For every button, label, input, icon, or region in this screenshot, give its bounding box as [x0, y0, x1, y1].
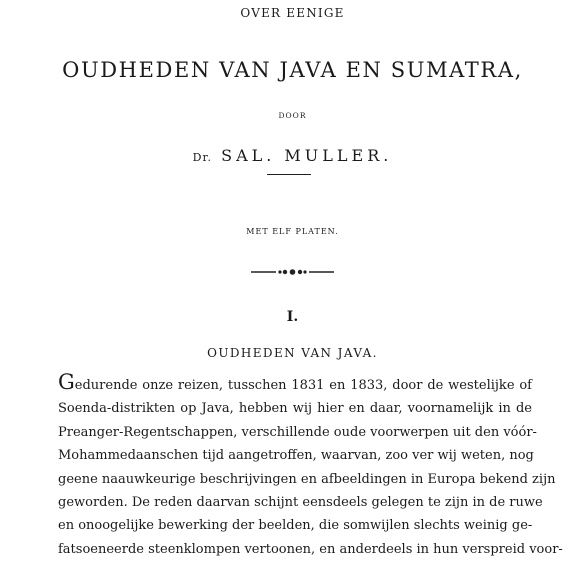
ornament-divider	[0, 266, 585, 278]
body-line: Preanger-Regentschappen, verschillende oude voorwerpen uit den vóór-	[58, 424, 537, 440]
page-title: OUDHEDEN VAN JAVA EN SUMATRA,	[62, 58, 523, 82]
by-line: DOOR	[278, 111, 307, 120]
body-line: Mohammedaanschen tijd aangetroffen, waarvan, zoo ver wij weten, nog	[58, 448, 534, 464]
body-line: geene naauwkeurige beschrijvingen en afbeeldingen in Europa bekend zijn	[58, 471, 556, 487]
body-line: Gedurende onze reizen, tusschen 1831 en 1833, door de westelijke of	[58, 370, 532, 394]
author	[0, 146, 585, 165]
body-line: Soenda-distrikten op Java, hebben wij hier en daar, voornamelijk in de	[58, 401, 532, 417]
pre-title: OVER EENIGE	[240, 6, 345, 20]
plates-note: MET ELF PLATEN.	[246, 227, 339, 236]
divider-rule	[267, 174, 311, 175]
body-line: en onoogelijke bewerking der beelden, die somwijlen slechts weinig ge-	[58, 518, 533, 534]
body-text	[58, 370, 563, 561]
author-prefix: Dr.	[192, 151, 213, 164]
body-line: geworden. De reden daarvan schijnt eensdeels gelegen te zijn in de ruwe	[58, 495, 543, 511]
initial-letter: G	[58, 370, 75, 394]
author-name: SAL. MULLER.	[221, 146, 393, 165]
section-number: I.	[286, 309, 299, 325]
section-title: OUDHEDEN VAN JAVA.	[207, 346, 378, 360]
body-line: fatsoeneerde steenklompen vertoonen, en anderdeels in hun verspreid voor-	[58, 541, 563, 557]
